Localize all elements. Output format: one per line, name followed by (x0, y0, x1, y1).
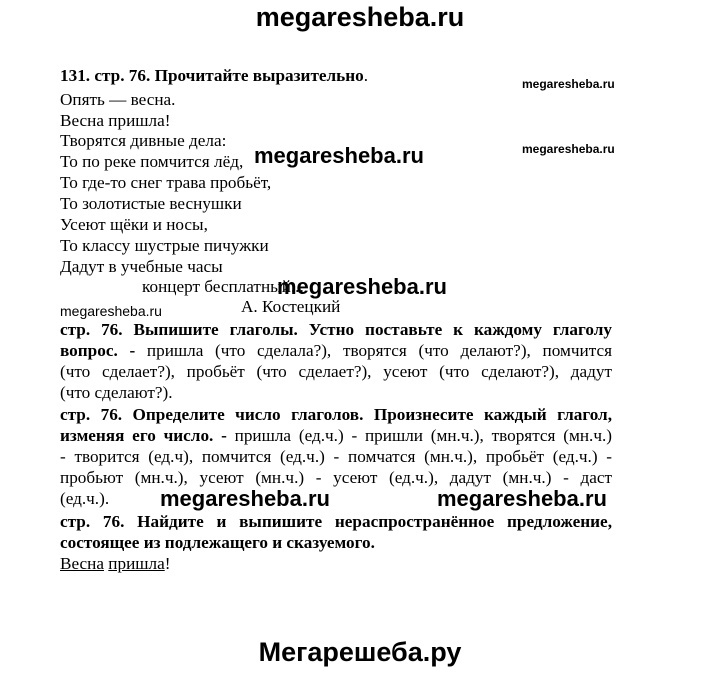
section1-line (60, 341, 612, 361)
poem-line: То где-то снег трава пробьёт, (60, 173, 272, 192)
poem-line: Усеют щёки и носы, (60, 215, 208, 234)
poem-line: То классу шустрые пичужки (60, 236, 269, 255)
answer-end: ! (164, 554, 171, 573)
poem-line: Творятся дивные дела: (60, 131, 227, 150)
section1-heading: стр. 76. Выпишите глаголы. Устно поставьте к каждому глаголу (60, 320, 612, 339)
section3-heading-cont: состоящее из подлежащего и сказуемого. (60, 533, 375, 552)
poem-line: То по реке помчится лёд, (60, 152, 244, 171)
top-watermark: megaresheba.ru (255, 2, 465, 32)
section1-text: пришла (что сделала?), творятся (что делают?), помчится (135, 341, 612, 360)
section1-line: (что сделают?). (60, 383, 173, 402)
section1-line: (что сделает?), пробьёт (что сделает?), усеют (что сделают?), дадут (60, 362, 612, 381)
section2-heading-cont: изменяя его число. - (60, 426, 227, 445)
watermark-inline-2: megaresheba.ru (277, 274, 447, 299)
section3-heading: стр. 76. Найдите и выпишите нераспространённое предложение, (60, 512, 612, 531)
section2-line: - творится (ед.ч), помчится (ед.ч.) - помчатся (мн.ч.), пробьёт (ед.ч.) - (60, 447, 612, 466)
section1-heading-cont: вопрос. - (60, 341, 136, 360)
watermark-small-1: megaresheba.ru (522, 77, 615, 91)
task-heading-end: . (363, 66, 369, 85)
poem-line: То золотистые веснушки (60, 194, 242, 213)
section2-heading: стр. 76. Определите число глаголов. Произнесите каждый глагол, (60, 405, 612, 424)
watermark-inline-3: megaresheba.ru (160, 486, 330, 511)
watermark-small-2: megaresheba.ru (522, 142, 615, 156)
watermark-inline-4: megaresheba.ru (437, 486, 607, 511)
poem-line: Дадут в учебные часы (60, 257, 223, 276)
poem-line: Весна пришла! (60, 111, 171, 130)
task-heading-text: 131. стр. 76. Прочитайте выразительно (60, 66, 364, 85)
section3-answer (60, 554, 170, 574)
answer-predicate: пришла (108, 554, 165, 573)
watermark-small-3: megaresheba.ru (60, 303, 162, 319)
section2-line: (ед.ч.). (60, 489, 110, 508)
poem-author: А. Костецкий (241, 297, 341, 316)
poem-line: Опять — весна. (60, 90, 176, 109)
task-heading (60, 66, 368, 86)
section2-text: пришла (ед.ч.) - пришли (мн.ч.), творятся (мн.ч.) (226, 426, 612, 445)
poem-line: концерт бесплатный... (142, 277, 304, 296)
answer-subject: Весна (60, 554, 104, 573)
section2-line (60, 426, 612, 446)
section2-line: пробьют (мн.ч.), усеют (мн.ч.) - усеют (ед.ч.), дадут (мн.ч.) - даст (60, 468, 612, 487)
bottom-watermark: Мегарешеба.ру (258, 637, 462, 667)
watermark-inline-1: megaresheba.ru (254, 143, 424, 168)
